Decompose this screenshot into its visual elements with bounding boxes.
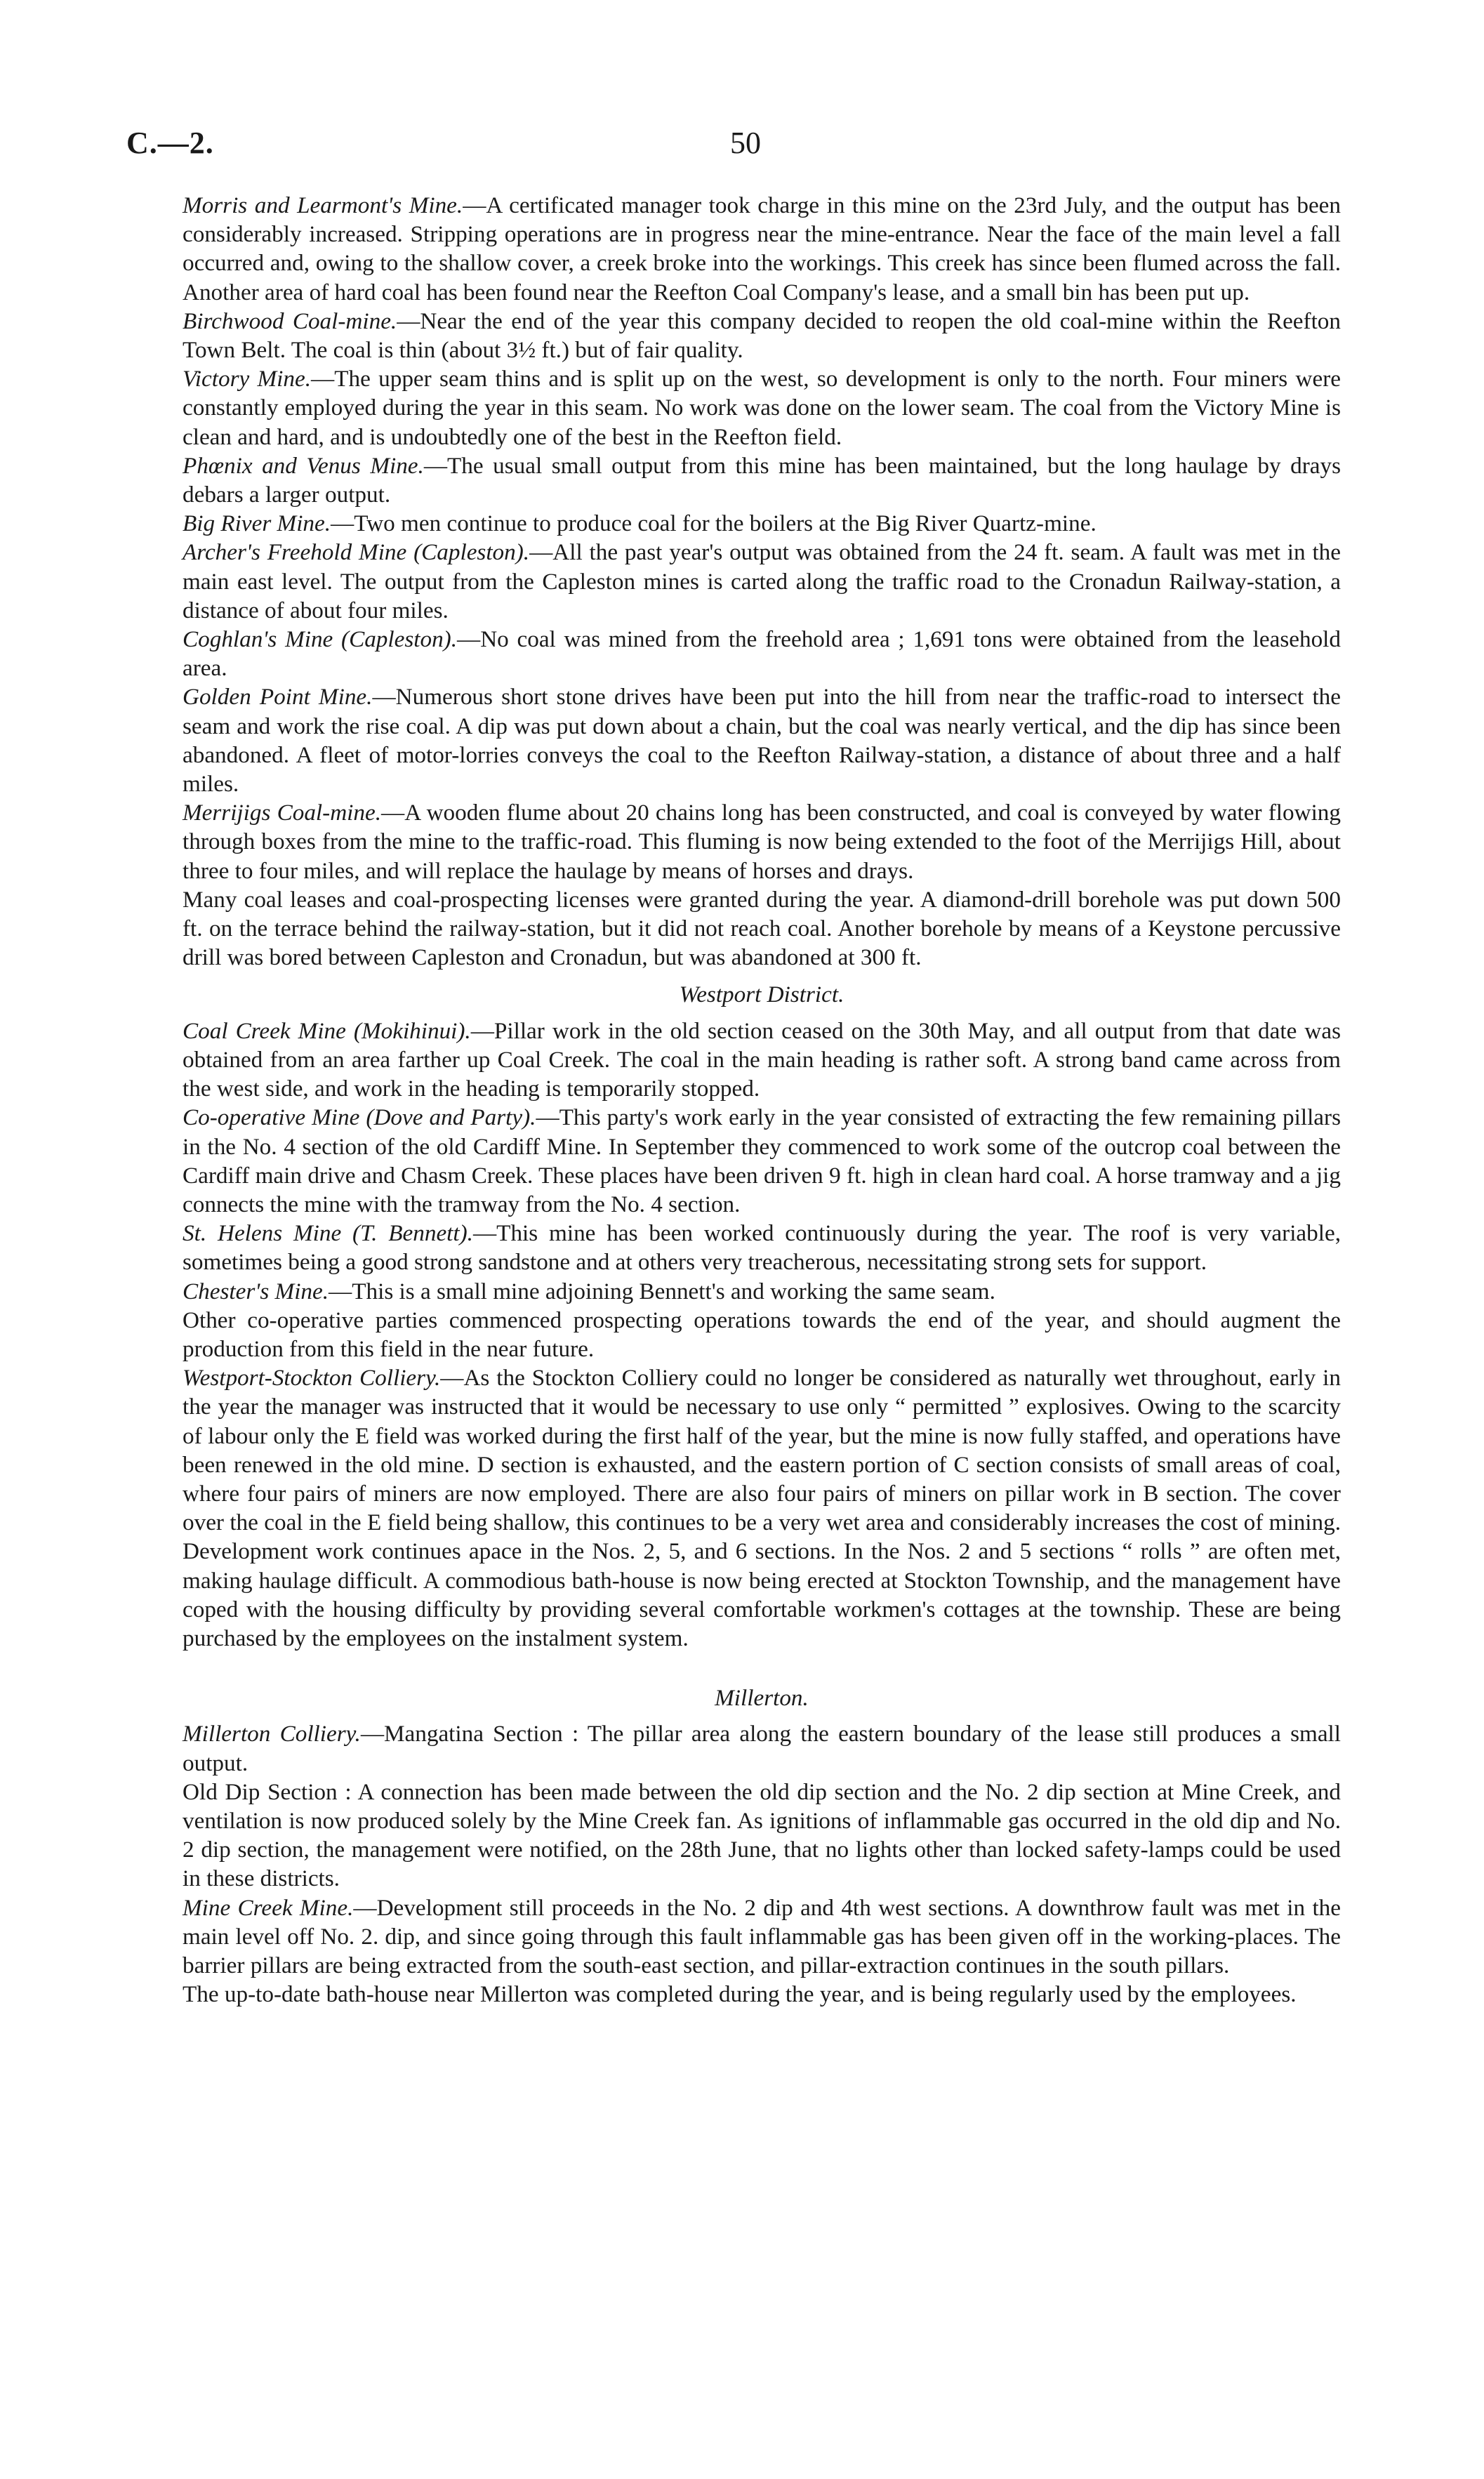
paragraph-golden-point (183, 682, 1341, 798)
paragraph-title: Coal Creek Mine (Mokihinui). (183, 1017, 471, 1044)
paragraph-text: The up-to-date bath-house near Millerton was completed during the year, and is being regularly used by the employees. (183, 1981, 1297, 2008)
paragraph-st-helens (183, 1219, 1341, 1276)
paragraph-title: Archer's Freehold Mine (Capleston). (183, 539, 530, 566)
paragraph-birchwood (183, 307, 1341, 364)
paragraph-old-dip (183, 1778, 1341, 1893)
paragraph-title: St. Helens Mine (T. Bennett). (183, 1220, 473, 1247)
paragraph-title: Millerton Colliery. (183, 1721, 361, 1747)
paragraph-text: Other co-operative parties commenced prospecting operations towards the end of the year, and should augment the production from this field in the near future. (183, 1307, 1341, 1362)
paragraph-text: —A wooden flume about 20 chains long has been constructed, and coal is conveyed by water flowing through boxes from the mine to the traffic-road. This fluming is now being extended to the foot of the Merrijigs Hill, about three to four miles, and will replace the haulage by means of horses and drays. (183, 800, 1341, 884)
page-number: 50 (730, 126, 761, 160)
paragraph-phoenix-venus (183, 451, 1341, 509)
paragraph-title: Mine Creek Mine. (183, 1894, 354, 1921)
paragraph-millerton-colliery (183, 1719, 1341, 1777)
paragraph-text: —All the past year's output was obtained from the 24 ft. seam. A fault was met in the main east level. The output from the Capleston mines is carted along the traffic road to the Cronadun Railway-station, a distance of about four miles. (183, 539, 1341, 623)
paragraph-coal-leases (183, 885, 1341, 972)
paragraph-victory (183, 364, 1341, 451)
section-heading-millerton: Millerton. (715, 1685, 809, 1712)
paragraph-text: —Mangatina Section : The pillar area along the eastern boundary of the lease still produces a small output. (183, 1721, 1341, 1776)
paragraph-text: —Numerous short stone drives have been put into the hill from near the traffic-road to intersect the seam and work the rise coal. A dip was put down about a chain, but the coal was nearly vertical, and the dip has since been abandoned. A fleet of motor-lorries conveys the coal to the Reefton Railway-station, a distance of about three and a half miles. (183, 684, 1341, 798)
section-heading-westport: Westport District. (679, 981, 844, 1008)
paragraph-morris-learmont (183, 191, 1341, 307)
page-header (126, 125, 1334, 167)
paragraph-big-river (183, 509, 1341, 538)
paragraph-title: Morris and Learmont's Mine. (183, 192, 463, 218)
paragraph-text: —The upper seam thins and is split up on the west, so development is only to the north. Four miners were constantly employed during the year in this seam. No work was done on the lower seam. The coal from the Victory Mine is clean and hard, and is undoubtedly one of the best in the Reefton field. (183, 366, 1341, 450)
paragraph-chesters (183, 1277, 1341, 1306)
paragraph-text: —Two men continue to produce coal for the boilers at the Big River Quartz-mine. (331, 510, 1097, 537)
paragraph-text: —This is a small mine adjoining Bennett's and working the same seam. (329, 1278, 995, 1304)
paragraph-text: —This party's work early in the year consisted of extracting the few remaining pillars in the No. 4 section of the old Cardiff Mine. In September they commenced to work some of the outcrop coal between the Cardiff main drive and Chasm Creek. These places have been driven 9 ft. high in clean hard coal. A horse tramway and a jig connects the mine with the tramway from the No. 4 section. (183, 1104, 1341, 1217)
paragraph-title: Coghlan's Mine (Capleston). (183, 626, 458, 653)
paragraph-title: Chester's Mine. (183, 1278, 329, 1304)
paragraph-text: Old Dip Section : A connection has been made between the old dip section and the No. 2 dip section at Mine Creek, and ventilation is now produced solely by the Mine Creek fan. As ignitions of inflammable gas occurred in the old dip and No. 2 dip section, the management were notified, on the 28th June, that no lights other than locked safety-lamps could be used in these districts. (183, 1778, 1341, 1892)
paragraph-coal-creek (183, 1017, 1341, 1104)
paragraph-title: Westport-Stockton Colliery. (183, 1365, 441, 1391)
page-body (183, 191, 1341, 2009)
paragraph-text: —A certificated manager took charge in this mine on the 23rd July, and the output has been considerably increased. Stripping operations are in progress near the mine-entrance. Near the face of the main level a fall occurred and, owing to the shallow cover, a creek broke into the workings. This creek has since been flumed across the fall. Another area of hard coal has been found near the Reefton Coal Company's lease, and a small bin has been put up. (183, 192, 1341, 305)
paragraph-title: Phœnix and Venus Mine. (183, 452, 424, 479)
paragraph-title: Golden Point Mine. (183, 684, 373, 710)
paragraph-merrijigs (183, 798, 1341, 885)
paragraph-co-operative (183, 1103, 1341, 1219)
paragraph-text: —Development still proceeds in the No. 2 dip and 4th west sections. A downthrow fault was met in the main level off No. 2. dip, and since going through this fault inflammable gas has been given off in the working-places. The barrier pillars are being extracted from the south-east section, and pillar-extraction continues in the south pillars. (183, 1894, 1341, 1978)
paragraph-mine-creek (183, 1893, 1341, 1981)
paragraph-text: —Near the end of the year this company decided to reopen the old coal-mine within the Reefton Town Belt. The coal is thin (about 3½ ft.) but of fair quality. (183, 308, 1341, 364)
paragraph-bath-house (183, 1980, 1341, 2009)
document-code: C.—2. (126, 126, 214, 160)
paragraph-coghlans (183, 625, 1341, 682)
paragraph-title: Victory Mine. (183, 366, 312, 392)
paragraph-text: —The usual small output from this mine has been maintained, but the long haulage by drays debars a larger output. (183, 452, 1341, 508)
paragraph-archers-freehold (183, 538, 1341, 625)
paragraph-other-cooperative (183, 1306, 1341, 1363)
paragraph-title: Merrijigs Coal-mine. (183, 800, 382, 826)
paragraph-title: Co-operative Mine (Dove and Party). (183, 1104, 536, 1131)
paragraph-title: Big River Mine. (183, 510, 331, 537)
paragraph-text: —As the Stockton Colliery could no longer be considered as naturally wet throughout, early in the year the manager was instructed that it would be necessary to use only “ permitted ” explosives. Owing to the scarcity of labour only the E field was worked during the first half of the year, but the mine is now fully staffed, and operations have been renewed in the old mine. D section is exhausted, and the eastern portion of C section consists of small areas of coal, where four pairs of miners are now employed. There are also four pairs of miners on pillar work in B section. The cover over the coal in the E field being shallow, this continues to be a very wet area and considerably increases the cost of mining. Development work continues apace in the Nos. 2, 5, and 6 sections. In the Nos. 2 and 5 sections “ rolls ” are often met, making haulage difficult. A commodious bath-house is now being erected at Stockton Township, and the management have coped with the housing difficulty by providing several comfortable workmen's cottages at the township. These are being purchased by the employees on the instalment system. (183, 1365, 1341, 1651)
paragraph-text: —No coal was mined from the freehold area ; 1,691 tons were obtained from the leasehold area. (183, 626, 1341, 682)
paragraph-text: —Pillar work in the old section ceased on the 30th May, and all output from that date was obtained from an area farther up Coal Creek. The coal in the main heading is rather soft. A strong band came across from the west side, and work in the heading is temporarily stopped. (183, 1017, 1341, 1102)
paragraph-text: Many coal leases and coal-prospecting licenses were granted during the year. A diamond-drill borehole was put down 500 ft. on the terrace behind the railway-station, but it did not reach coal. Another borehole by means of a Keystone percussive drill was bored between Capleston and Cronadun, but was abandoned at 300 ft. (183, 886, 1341, 971)
paragraph-westport-stockton (183, 1363, 1341, 1653)
paragraph-text: —This mine has been worked continuously during the year. The roof is very variable, sometimes being a good strong sandstone and at others very treacherous, necessitating strong sets for support. (183, 1220, 1341, 1276)
paragraph-title: Birchwood Coal-mine. (183, 308, 397, 334)
